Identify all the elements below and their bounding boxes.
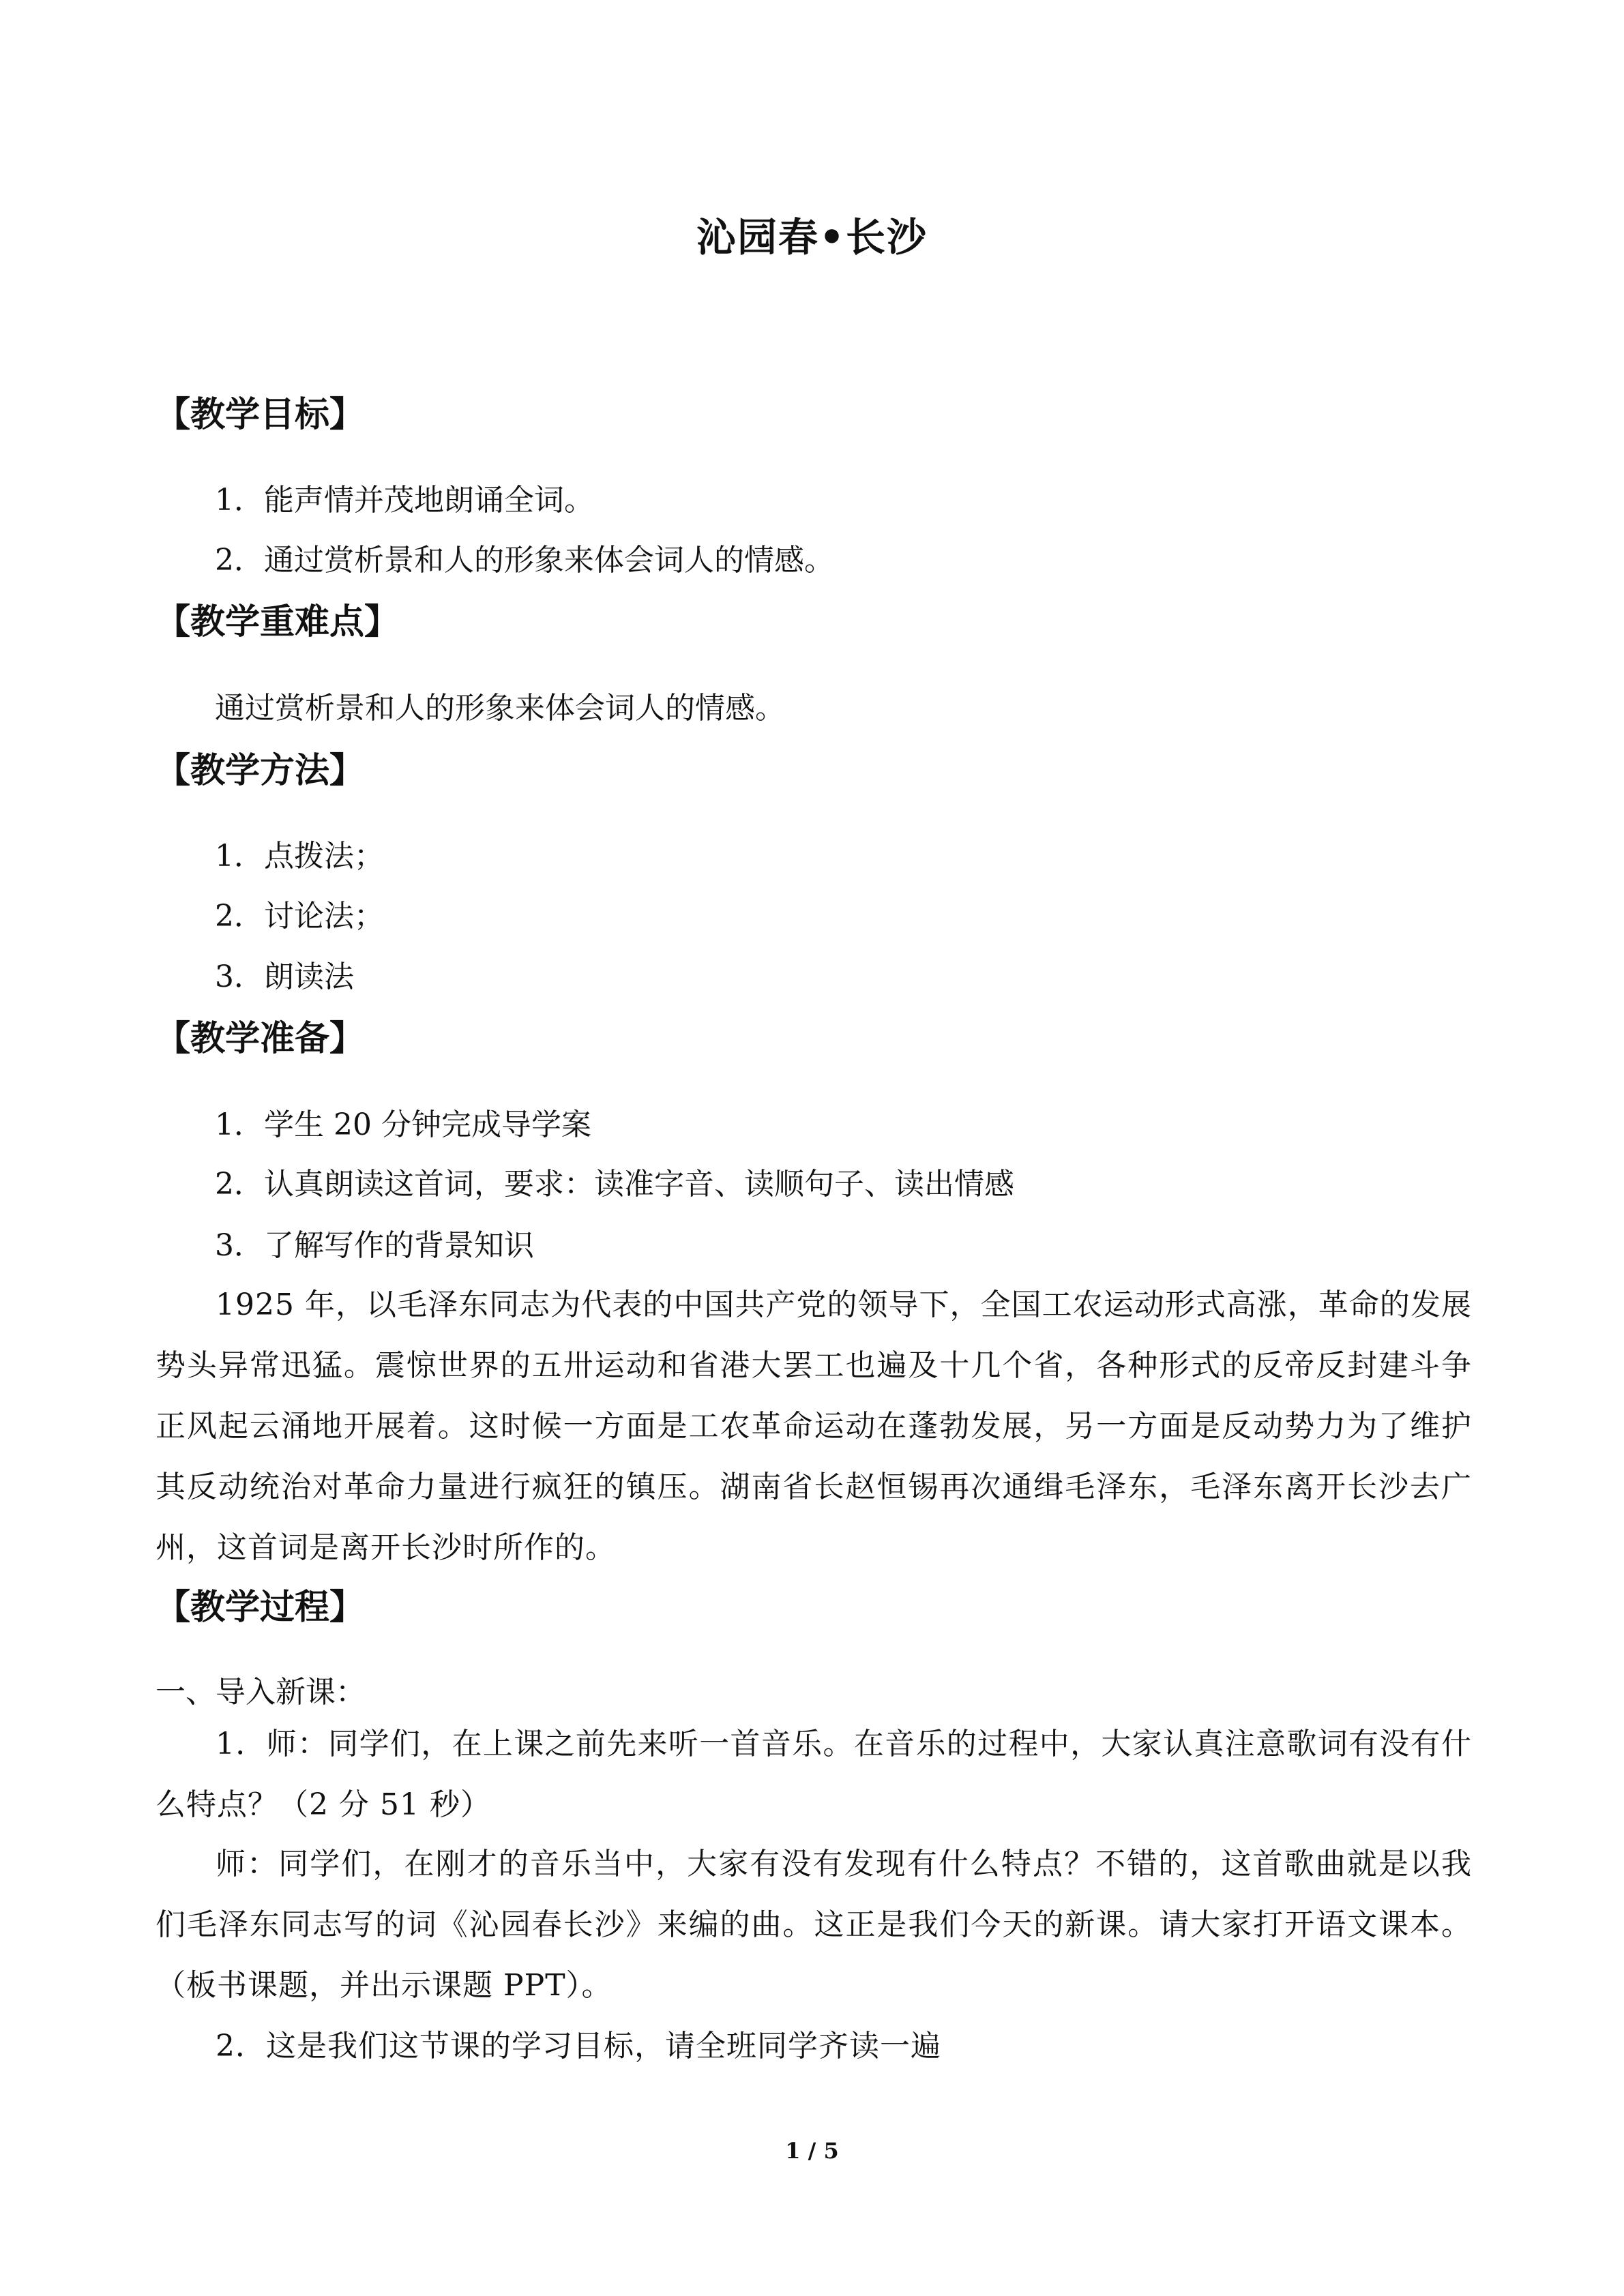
objectives-heading: 【教学目标】 bbox=[156, 394, 365, 435]
objective-item-2: 2．通过赏析景和人的形象来体会词人的情感。 bbox=[215, 543, 834, 578]
process-step-1-title: 一、导入新课： bbox=[156, 1675, 366, 1710]
process-heading: 【教学过程】 bbox=[156, 1587, 365, 1628]
process-paragraph-2: 师：同学们，在刚才的音乐当中，大家有没有发现有什么特点？不错的，这首歌曲就是以我们毛泽东同志写的词《沁园春长沙》来编的曲。这正是我们今天的新课。请大家打开语文课本。（板书课题，并出示课题 PPT）。 bbox=[156, 1847, 1472, 2003]
key-points-heading: 【教学重难点】 bbox=[156, 601, 400, 642]
methods-heading: 【教学方法】 bbox=[156, 750, 365, 791]
method-item-3: 3．朗读法 bbox=[215, 959, 354, 994]
objective-item-1: 1．能声情并茂地朗诵全词。 bbox=[215, 483, 594, 518]
page-number: 1 / 5 bbox=[785, 2138, 839, 2164]
method-item-2: 2．讨论法； bbox=[215, 899, 384, 934]
preparation-item-2: 2．认真朗读这首词，要求：读准字音、读顺句子、读出情感 bbox=[215, 1167, 1014, 1202]
process-paragraph-3: 2．这是我们这节课的学习目标，请全班同学齐读一遍 bbox=[216, 2029, 941, 2063]
preparation-item-1: 1．学生 20 分钟完成导学案 bbox=[215, 1107, 591, 1142]
preparation-item-3: 3．了解写作的背景知识 bbox=[215, 1228, 534, 1263]
process-paragraph-1: 1．师：同学们，在上课之前先来听一首音乐。在音乐的过程中，大家认真注意歌词有没有什么特点？（2 分 51 秒） bbox=[156, 1727, 1472, 1822]
method-item-1: 1．点拨法； bbox=[215, 839, 384, 874]
key-points-text: 通过赏析景和人的形象来体会词人的情感。 bbox=[215, 691, 785, 726]
page-title: 沁园春•长沙 bbox=[696, 214, 928, 260]
preparation-heading: 【教学准备】 bbox=[156, 1018, 365, 1059]
background-paragraph: 1925 年，以毛泽东同志为代表的中国共产党的领导下，全国工农运动形式高涨，革命的发展势头异常迅猛。震惊世界的五卅运动和省港大罢工也遍及十几个省，各种形式的反帝反封建斗争正风起云涌地开展着。这时候一方面是工农革命运动在蓬勃发展，另一方面是反动势力为了维护其反动统治对革命力量进行疯狂的镇压。湖南省长赵恒锡再次通缉毛泽东，毛泽东离开长沙去广州，这首词是离开长沙时所作的。 bbox=[156, 1287, 1472, 1565]
